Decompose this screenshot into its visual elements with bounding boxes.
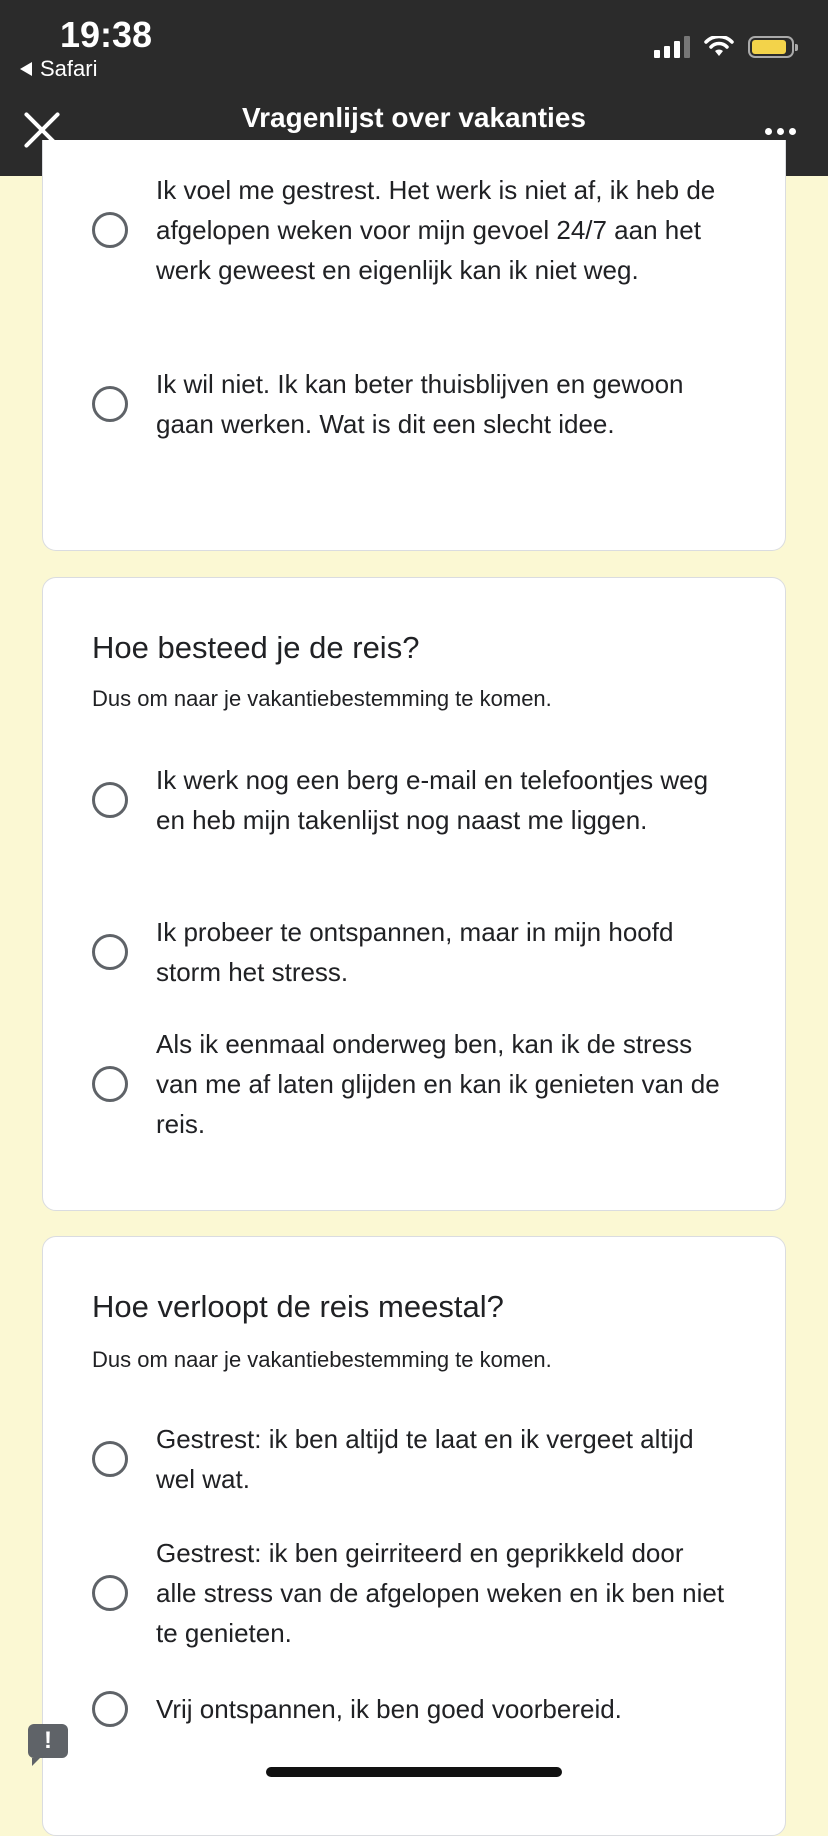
signal-icon bbox=[654, 36, 690, 58]
home-indicator bbox=[266, 1767, 562, 1777]
radio-button[interactable] bbox=[92, 1441, 128, 1477]
question-card-1 bbox=[42, 140, 786, 551]
wifi-icon bbox=[704, 36, 734, 58]
more-icon[interactable] bbox=[765, 128, 796, 135]
radio-button[interactable] bbox=[92, 1066, 128, 1102]
back-arrow-icon bbox=[20, 62, 32, 76]
question-description: Dus om naar je vakantiebestemming te komen. bbox=[92, 686, 552, 711]
option-label: Gestrest: ik ben geirriteerd en geprikkeld door alle stress van de afgelopen weken en ik ben niet te genieten. bbox=[156, 1538, 725, 1648]
radio-button[interactable] bbox=[92, 1691, 128, 1727]
radio-button[interactable] bbox=[92, 1575, 128, 1611]
radio-button[interactable] bbox=[92, 782, 128, 818]
option-label: Vrij ontspannen, ik ben goed voorbereid. bbox=[156, 1694, 622, 1724]
option-1-2[interactable] bbox=[92, 364, 752, 444]
option-2-2[interactable] bbox=[92, 912, 752, 992]
option-2-3[interactable] bbox=[92, 1024, 752, 1144]
option-3-2[interactable] bbox=[92, 1533, 752, 1653]
option-1-1[interactable] bbox=[92, 170, 752, 290]
option-label: Gestrest: ik ben altijd te laat en ik vergeet altijd wel wat. bbox=[156, 1424, 694, 1494]
radio-button[interactable] bbox=[92, 934, 128, 970]
option-label: Ik wil niet. Ik kan beter thuisblijven en gewoon gaan werken. Wat is dit een slecht idee. bbox=[156, 369, 684, 439]
option-3-1[interactable] bbox=[92, 1419, 752, 1499]
option-label: Ik werk nog een berg e-mail en telefoontjes weg en heb mijn takenlijst nog naast me liggen. bbox=[156, 765, 709, 835]
question-description: Dus om naar je vakantiebestemming te komen. bbox=[92, 1347, 552, 1372]
option-label: Ik probeer te ontspannen, maar in mijn hoofd storm het stress. bbox=[156, 917, 674, 987]
status-icons bbox=[654, 36, 794, 58]
question-card-3 bbox=[42, 1236, 786, 1836]
feedback-icon[interactable]: ! bbox=[28, 1724, 68, 1758]
option-label: Ik voel me gestrest. Het werk is niet af, ik heb de afgelopen weken voor mijn gevoel 24/7 aan het werk geweest en eigenlijk kan ik niet weg. bbox=[156, 175, 716, 285]
option-3-3[interactable] bbox=[92, 1689, 752, 1729]
back-app-label: Safari bbox=[40, 56, 98, 81]
radio-button[interactable] bbox=[92, 386, 128, 422]
radio-button[interactable] bbox=[92, 212, 128, 248]
question-title: Hoe verloopt de reis meestal? bbox=[92, 1289, 504, 1324]
battery-icon bbox=[748, 36, 794, 58]
option-label: Als ik eenmaal onderweg ben, kan ik de stress van me af laten glijden en kan ik genieten van de reis. bbox=[156, 1029, 720, 1139]
question-card-2 bbox=[42, 577, 786, 1211]
back-to-safari[interactable] bbox=[20, 56, 97, 82]
question-title: Hoe besteed je de reis? bbox=[92, 630, 420, 665]
option-2-1[interactable] bbox=[92, 760, 752, 840]
page-title: Vragenlijst over vakanties bbox=[242, 102, 586, 133]
status-time: 19:38 bbox=[60, 14, 153, 55]
